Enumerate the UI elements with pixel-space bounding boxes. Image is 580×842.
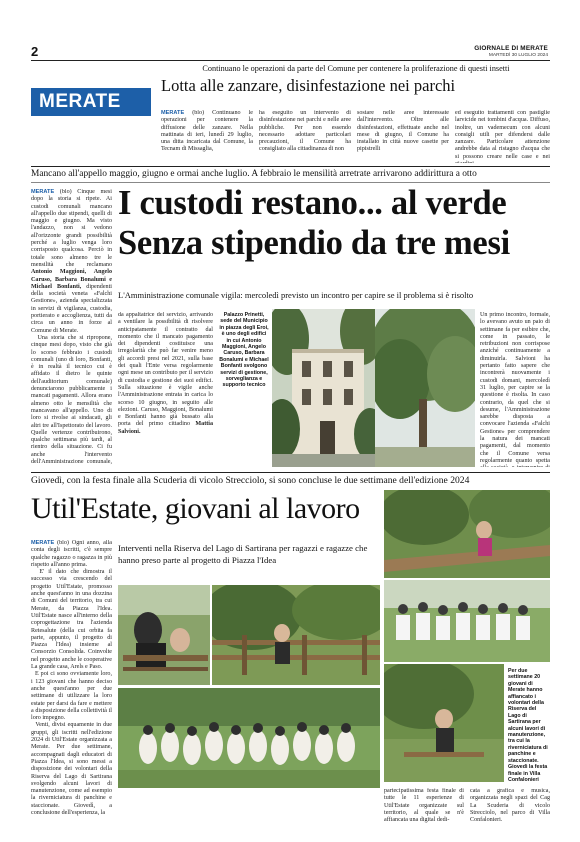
utilestate-column-1: MERATE (blo) Ogni anno, alla conta degli iscritti, c'è sempre qualche ragazzo o ragazza in più rispetto all'anno prima. E' il dato che dimostra il successo via crescendo del progetto Util'Estate, promosso anche quest'anno in una dozzina di Comuni del territorio, tra cui Merate, da Piazza l'Idea. Util'Estate nasce all'interno della coprogettazione tra l'azienda Retesalute (della cui orbita fa parte, appunto, il progetto di Piazza l'Idea) insieme al Consorzio Consolida. Coinvolte nel progetto anche le cooperative La grande casa, Arels e Paso. E poi ci sono ovviamente loro, i 123 giovani che hanno deciso anche quest'anno per due settimane di utilizzare la loro estate per darsi da fare e mettere a disposizione della collettività il loro impegno. Venti, divisi equamente in due gruppi, gli iscritti nell'edizione 2024 di Util'Estate organizzata a Merate. Per due settimane, accompagnati dagli educatori di Piazza l'Idea, si sono messi a disposizione dei volontari della Riserva del Lago di Sartirana svolgendo alcuni lavori di manutenzione, come ad esempio la riverniciatura di panchine e staccionate. Giovedì, a conclusione dell'esperienza, la [31,540,112,816]
section-divider [31,166,550,167]
dateline: MERATE [161,110,185,116]
volunteers-painting-photo [118,585,210,685]
custodi-column-1: MERATE (blo) Cinque mesi dopo la storia si ripete. Ai custodi comunali mancano all'appello due stipendi, quelli di maggio e giugno. Ma visto l'andazzo, non si vedono all'orizzonte grandi possibilità perché a luglio venga loro corrisposto qualcosa. Perciò in totale sono almeno tre le mensilità che reclamano Antonio Maggioni, Angelo Caruso, Barbara Bonalumi e Michael Bonfanti, dipendenti della società veneta «Falchi Gestione», azienda specializzata in servizi di vigilanza, custodia, portierato e accoglienza, tutti da circa un anno in forze al Comune di Merate. Una storia che si ripropone, cinque mesi dopo, visto che già lo scorso febbraio i custodi comunali (uno di loro, Bonfanti, è in realtà il tecnico cui è affidato il dietro le quinte dell'auditorium comunale) denunciarono pubblicamente i mancati pagamenti. Allora erano almeno otto le mensilità che mancavano all'appello. Uno di loro si rivolse ai sindacati, gli altri tre all'Ispettorato del lavoro. Quelle vertenze contribuirono, qualche settimana più tardi, al rientro della situazione. Ci fu anche l'intervento dell'Amministrazione comunale, [31,189,112,465]
zanzare-column-4: ed eseguito trattamenti con pastiglie larvicide nei tombini d'acqua. Diffuso, inoltre, un vademecum con alcuni consigli utili per difendersi dalle zanzare. Particolare attenzione andrebbe data al ristagno d'acqua che si possono creare nelle case e nei [455,110,550,160]
custodi-kicker: Mancano all'appello maggio, giugno e ormai anche luglio. A febbraio le mensilità arretrate arrivarono addirittura a otto [31,169,477,179]
zanzare-kicker: Continuano le operazioni da parte del Comune per contenere la proliferazione di questi insetti [202,64,510,73]
custodi-subhead: L'Amministrazione comunale vigila: mercoledì previsto un incontro per capire se il problema si è risolto [118,290,474,300]
utilestate-headline: Util'Estate, giovani al lavoro [31,492,360,525]
lake-work-photo [384,664,504,782]
zanzare-column-3: sostare nelle aree interessate dall'intervento. Oltre alle disinfestazioni, effettuate anche nel mese di giugno, il Comune ha installato in città nuove casette per pipistrelli [357,110,449,153]
group-photo [118,688,380,788]
body-text: Ogni anno, alla conta degli iscritti, c'è sempre qualche ragazzo o ragazza in più rispetto all'anno prima. [31,540,112,568]
custodi-column-4: Un primo incontro, formale, lo avevano avuto un paio di settimane fa per esibire che, come in passato, le retribuzioni non corrispose anziché continuamente a diminuirla. Salvioni ha pertanto fatto sapere che incontrerà nuovamente i custodi domani, mercoledì 31 luglio, per capire se la questione è risolta. In caso contrario, da quel che si desume, l'Amministrazione sarebbe disposta a convocare l'azienda «Falchi Gestione» per comprendere la natura dei mancati pagamenti, dal momento che il Comune versa regolarmente quanto spetta [480,312,550,464]
park-trees-photo [375,309,475,467]
newspaper-name: GIORNALE DI MERATE [474,45,548,52]
utilestate-photo-caption: Per due settimane 20 giovani di Merate hanno affiancato i volontari della Riserva del Lago di Sartirana per alcuni lavori di manutenzione, tra cui la riverniciatura di panchine e staccionate. Giovedì la festa finale in Villa Confalonieri [508,668,548,782]
dateline: MERATE [31,540,55,546]
issue-date: MARTEDÌ 30 LUGLIO 2024 [488,53,548,58]
section-label: MERATE [31,88,151,116]
utilestate-bottom-column-1: partecipatissima festa finale di tutte le 11 esperienze di Util'Estate organizzate sul territorio, al quale se n'è affiancata una digital dedi- [384,788,464,824]
utilestate-kicker: Giovedì, con la festa finale alla Scuderia di vicolo Strecciolo, si sono concluse le due settimane dell'edizione 2024 [31,475,470,486]
zanzare-headline: Lotta alle zanzare, disinfestazione nei parchi [161,76,456,95]
names: Antonio Maggioni, Angelo Caruso, Barbara Bonalumi e Michael Bonfanti, [31,269,112,290]
mayor: Mattia Salvioni. [118,421,213,435]
body-text: Continuano le operazioni per contenere la diffusione delle zanzare. Nella mattinata di ieri, lunedì 29 luglio, una ditta incaricata dal Comune, la Tecnam di Missaglia, [161,110,253,153]
municipio-photo [272,309,375,467]
custodi-headline-line-2: Senza stipendio da tre mesi [118,224,510,262]
page-number: 2 [31,44,39,59]
header-rule [31,60,550,61]
custodi-headline-line-1: I custodi restano... al verde [118,184,507,222]
team-tshirts-photo [384,580,550,662]
section-divider [31,472,550,473]
custodi-column-2: da appaltatrice del servizio, arrivando a ventilare la possibilità di risolvere anticipatamente il contratto dal momento che il mancato pagamento dei dipendenti costituisce una irregolarità che può far venire meno gli accordi presi nel 2021, sulla base dei quali l'Ente versa regolarmente ogni mese un contributo per il servizio di custodia e gestione dei suoi edifici. Sulla situazione è vigile anche l'Amministrazione entrata in carica lo scorso 10 giugno, in seguito alle elezioni. Caruso, Maggioni, Bonalumi e Bonfanti hanno già bussato alla porta del primo cittadino Mattia Salvioni. [118,312,213,435]
dateline: MERATE [31,189,55,195]
utilestate-subhead: Interventi nella Riserva del Lago di Sartirana per ragazzi e ragazze che hanno preso parte al progetto di Piazza l'Idea [118,543,368,565]
body-text: Cinque mesi dopo la storia si ripete. Ai custodi comunali mancano all'appello due stipendi, quelli di maggio e giugno. Ma visto l'andazzo, non si vedono all'orizzonte grandi possibilità perché a luglio venga loro corrisposto qualcosa. Perciò in totale sono almeno tre le mensilità che reclamano [31,189,112,268]
zanzare-column-1: MERATE (blo) Continuano le operazioni per contenere la diffusione delle zanzare. Nella mattinata di ieri, lunedì 29 luglio, una ditta incaricata dal Comune, la Tecnam di Missaglia, [161,110,253,153]
utilestate-bottom-column-2: cata a grafica e musica, organizzata negli spazi del Cag La Scuderia di vicolo Strecciolo, nel parco di Villa Confalonieri. [470,788,550,824]
zanzare-column-2: ha eseguito un intervento di disinfestazione nei parchi e nelle aree pubbliche. Per non essendo necessario adottare particolari precauzioni, il Comune ha consigliato alla cittadinanza di non [259,110,351,153]
fence-work-photo [212,585,380,685]
municipio-photo-caption: Palazzo Prinetti, sede del Municipio in piazza degli Eroi, è uno degli edifici in cui Antonio Maggioni, Angelo Caruso, Barbara Bonalumi e Michael Bonfanti svolgono servizi di gestione, sorveglianza e supporto tecnico [219,312,269,389]
boardwalk-photo [384,490,550,578]
